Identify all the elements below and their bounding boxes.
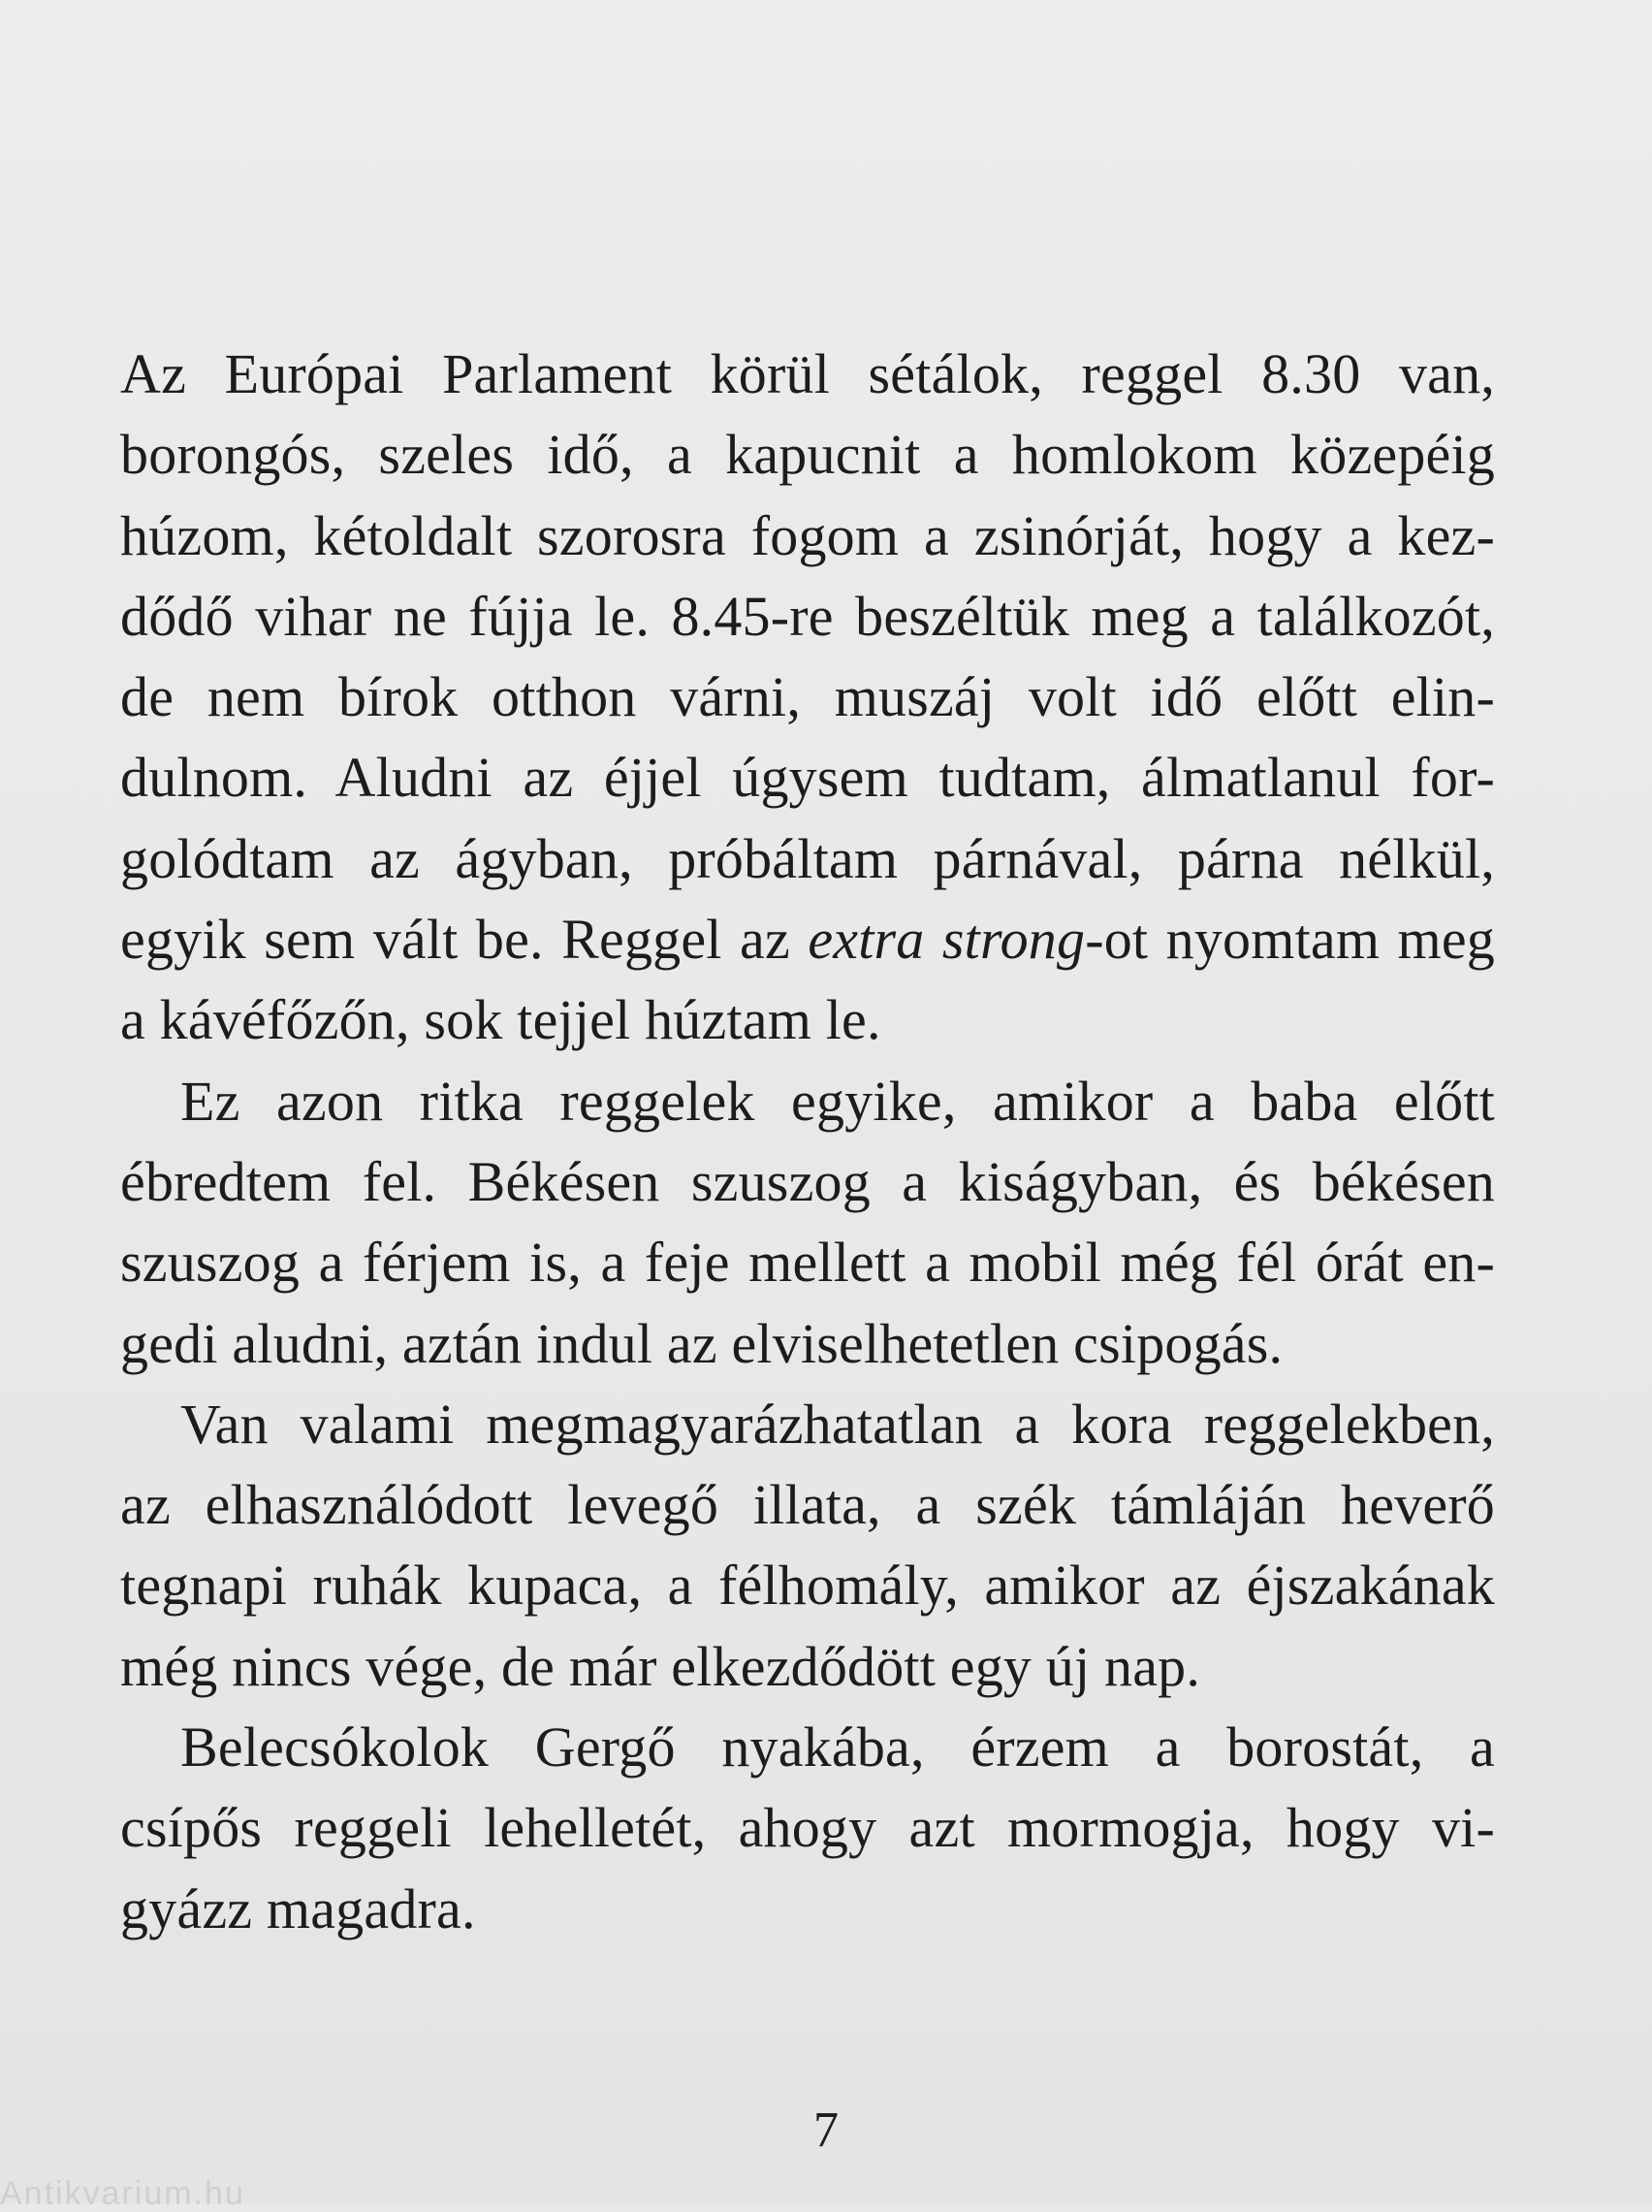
text-line: szuszog a férjem is, a feje mellett a mobil még fél órát en- [120,1231,1495,1295]
text-line: dulnom. Aludni az éjjel úgysem tudtam, álmatlanul for- [120,746,1495,810]
paragraph-3 [120,1384,1495,1707]
text-run: -ot nyomtam meg [1085,908,1496,972]
text-line: gedi aludni, aztán indul az elviselhetetlen csipogás. [120,1311,1284,1375]
paragraph-4 [120,1707,1495,1949]
text-line: golódtam az ágyban, próbáltam párnával, párna nélkül, [120,826,1495,890]
text-line: Belecsókolok Gergő nyakába, érzem a borostát, a [180,1715,1495,1779]
text-line: ébredtem fel. Békésen szuszog a kiságyban, és békésen [120,1149,1495,1213]
text-line: gyázz magadra. [120,1876,476,1940]
watermark: Antikvarium.hu [0,2175,245,2212]
text-line: Az Európai Parlament körül sétálok, reggel 8.30 van, [120,342,1495,405]
italic-run: extra strong [808,908,1086,972]
text-run: egyik sem vált be. Reggel az [120,908,809,972]
text-line: Van valami megmagyarázhatatlan a kora reggelekben, [180,1392,1495,1456]
text-line: de nem bírok otthon várni, muszáj volt idő előtt elin- [120,665,1495,729]
text-line: dődő vihar ne fújja le. 8.45-re beszéltük meg a találkozót, [120,584,1495,648]
text-line: Ez azon ritka reggelek egyike, amikor a baba előtt [180,1069,1495,1133]
text-line [120,899,1495,979]
text-line: tegnapi ruhák kupaca, a félhomály, amikor az éjszakának [120,1554,1495,1618]
text-line: csípős reggeli lehelletét, ahogy azt mormogja, hogy vi- [120,1796,1495,1860]
text-line: az elhasználódott levegő illata, a szék támláján heverő [120,1473,1495,1537]
text-line: borongós, szeles idő, a kapucnit a homlokom közepéig [120,423,1495,487]
paragraph-2 [120,1061,1495,1384]
page-number: 7 [813,2102,839,2158]
paragraph-1 [120,334,1495,1061]
text-line: még nincs vége, de már elkezdődött egy új nap. [120,1634,1201,1698]
text-line: húzom, kétoldalt szorosra fogom a zsinórját, hogy a kez- [120,503,1495,567]
body-text [120,334,1495,1949]
text-line: a kávéfőzőn, sok tejjel húztam le. [120,988,881,1052]
